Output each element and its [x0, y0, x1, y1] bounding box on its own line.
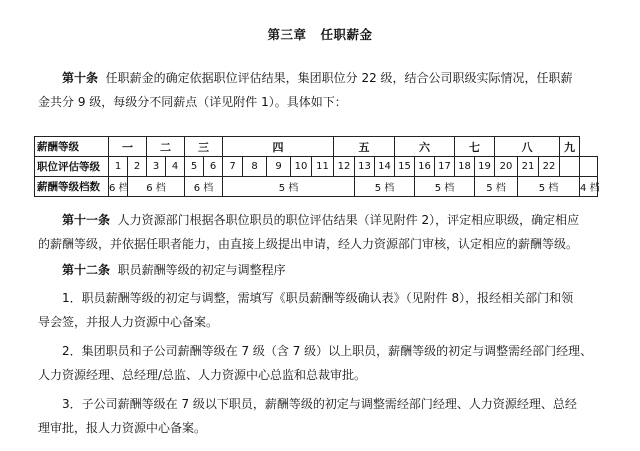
article-11-text1: 人力资源部门根据各职位职员的职位评估结果（详见附件 2），评定相应职级，确定相应	[117, 213, 580, 227]
article-11	[38, 208, 610, 256]
article-10-text1: 任职薪金的确定依据职位评估结果，集团职位分 22 级，结合公司职级实际情况，任职薪	[105, 71, 573, 85]
level-cell: 20	[495, 157, 518, 177]
tier-cell: 6 档	[185, 177, 223, 197]
grade-cell: 二	[147, 137, 185, 157]
article-12	[38, 258, 610, 440]
level-cell: 7	[223, 157, 243, 177]
grade-cell: 九	[560, 137, 580, 157]
level-cell: 18	[455, 157, 475, 177]
row-header-level: 职位评估等级	[35, 157, 109, 177]
chapter-number: 第三章	[267, 27, 307, 42]
level-cell-empty	[580, 157, 598, 177]
grade-cell: 三	[185, 137, 223, 157]
level-cell: 5	[185, 157, 204, 177]
article-12-heading	[38, 258, 610, 282]
article-10-label: 第十条	[62, 71, 99, 85]
article-12-item2-line1: 2．集团职员和子公司薪酬等级在 7 级（含 7 级）以上职员，薪酬等级的初定与调整需经部门经理、	[62, 344, 593, 358]
tier-cell: 6 档	[128, 177, 185, 197]
article-10	[38, 66, 610, 114]
article-12-title: 职员薪酬等级的初定与调整程序	[117, 263, 286, 277]
level-cell: 12	[334, 157, 355, 177]
article-12-item3-line1: 3．子公司薪酬等级在 7 级以下职员，薪酬等级的初定与调整需经部门经理、人力资源经理、总经	[62, 397, 577, 411]
article-11-line1	[38, 208, 610, 232]
level-cell-empty	[560, 157, 580, 177]
tier-cell: 5 档	[518, 177, 580, 197]
level-cell: 14	[375, 157, 395, 177]
tier-cell: 5 档	[475, 177, 518, 197]
level-cell: 1	[109, 157, 128, 177]
tier-cell: 4 档	[580, 177, 598, 197]
tier-cell: 5 档	[415, 177, 475, 197]
grade-cell: 四	[223, 137, 334, 157]
level-cell: 10	[291, 157, 312, 177]
level-cell: 2	[128, 157, 147, 177]
tier-cell: 6 档	[109, 177, 128, 197]
level-cell: 16	[415, 157, 435, 177]
level-cell: 3	[147, 157, 166, 177]
level-cell: 19	[475, 157, 495, 177]
salary-grade-table	[34, 136, 598, 197]
chapter-title	[0, 25, 640, 43]
article-12-item1-line2: 导会签，并报人力资源中心备案。	[38, 315, 219, 329]
tier-cell: 5 档	[223, 177, 355, 197]
level-cell: 9	[267, 157, 291, 177]
grade-cell: 五	[334, 137, 395, 157]
article-10-line1	[38, 66, 610, 90]
tier-cell: 5 档	[355, 177, 415, 197]
level-cell: 21	[518, 157, 539, 177]
level-cell: 13	[355, 157, 375, 177]
article-12-item1-line1: 1．职员薪酬等级的初定与调整，需填写《职员薪酬等级确认表》（见附件 8），报经相关部门和领	[62, 291, 574, 305]
row-header-grade: 薪酬等级	[35, 137, 109, 157]
level-cell: 4	[166, 157, 185, 177]
grade-cell: 一	[109, 137, 147, 157]
grade-cell: 六	[395, 137, 455, 157]
article-12-label: 第十二条	[62, 263, 111, 277]
table-row-grade	[35, 137, 598, 157]
table-row-tiers	[35, 177, 598, 197]
table-row-level	[35, 157, 598, 177]
level-cell: 17	[435, 157, 455, 177]
grade-cell: 八	[495, 137, 560, 157]
article-10-line2: 金共分 9 级，每级分不同薪点（详见附件 1）。具体如下：	[38, 95, 347, 109]
article-12-item2-line2: 人力资源经理、总经理/总监、人力资源中心总监和总裁审批。	[38, 368, 367, 382]
article-11-label: 第十一条	[62, 213, 111, 227]
article-12-item3-line2: 理审批，报人力资源中心备案。	[38, 421, 207, 435]
grade-cell: 七	[455, 137, 495, 157]
row-header-tiers: 薪酬等级档数	[35, 177, 109, 197]
level-cell: 15	[395, 157, 415, 177]
level-cell: 22	[539, 157, 560, 177]
article-11-line2: 的薪酬等级，并依据任职者能力，由直接上级提出申请，经人力资源部门审核，认定相应的薪酬等级。	[38, 237, 579, 251]
level-cell: 11	[312, 157, 334, 177]
level-cell: 8	[243, 157, 267, 177]
chapter-name: 任职薪金	[320, 27, 373, 42]
level-cell: 6	[204, 157, 223, 177]
